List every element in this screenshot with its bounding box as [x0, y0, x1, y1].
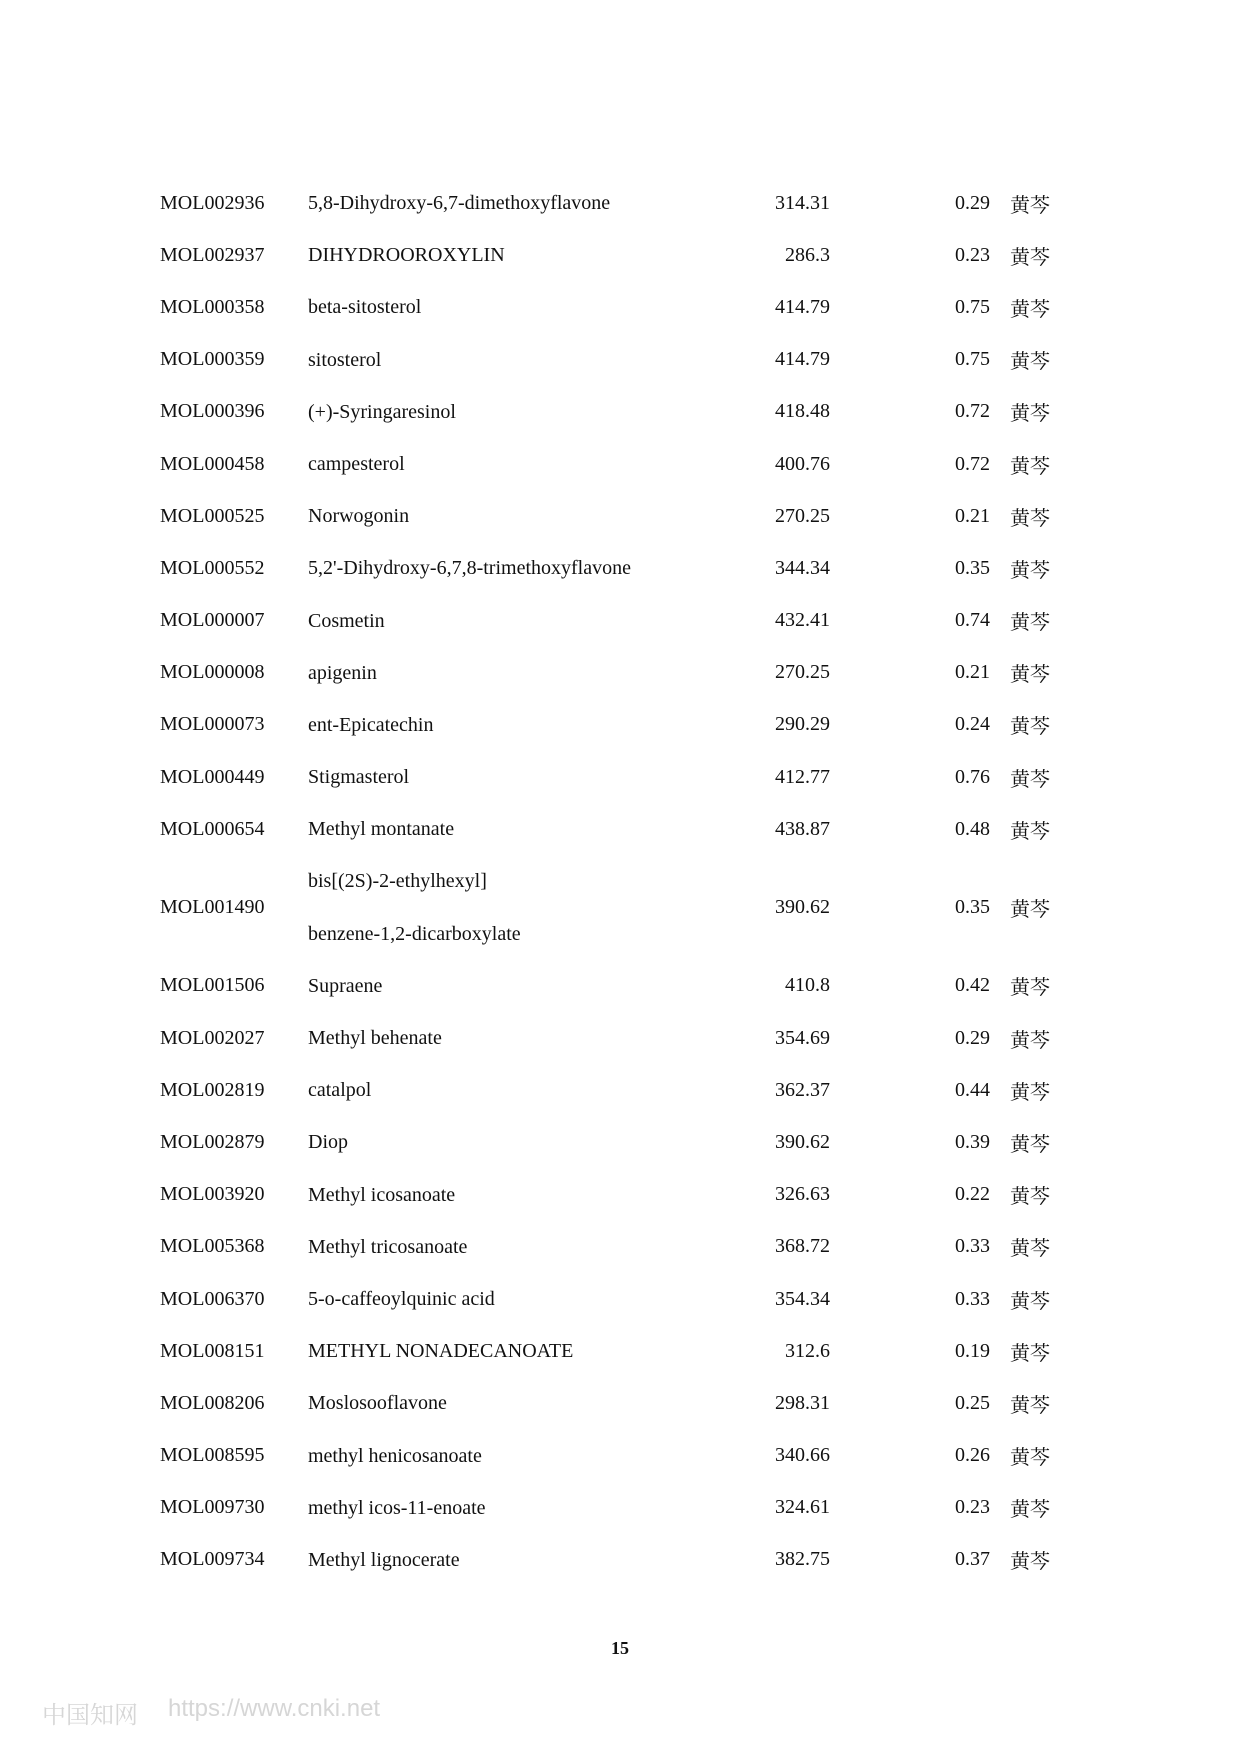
table-row	[0, 177, 1240, 229]
molecule-name-line: (+)-Syringaresinol	[308, 400, 456, 423]
molecule-name-cell	[308, 334, 728, 386]
molecule-name-cell	[308, 1377, 728, 1429]
herb-cell: 黄芩	[1010, 1184, 1050, 1209]
molecule-name-cell	[308, 490, 728, 542]
score-cell: 0.74	[955, 609, 990, 632]
table-row	[0, 1377, 1240, 1429]
molecule-name-cell	[308, 751, 728, 803]
herb-cell: 黄芩	[1010, 1131, 1050, 1156]
molecule-name-cell	[308, 281, 728, 333]
molecule-id-cell: MOL002027	[160, 1026, 265, 1049]
molecule-name-line: methyl icos-11-enoate	[308, 1496, 486, 1519]
herb-cell: 黄芩	[1010, 714, 1050, 739]
herb-cell: 黄芩	[1010, 1340, 1050, 1365]
score-cell: 0.21	[955, 661, 990, 684]
molecule-name-cell	[308, 595, 728, 647]
molecular-weight-cell: 298.31	[775, 1391, 830, 1414]
molecule-name-cell	[308, 542, 728, 594]
molecule-name-line: sitosterol	[308, 348, 382, 371]
molecular-weight-cell: 354.69	[775, 1026, 830, 1049]
molecule-name-cell	[308, 1325, 728, 1377]
herb-cell: 黄芩	[1010, 897, 1050, 922]
molecular-weight-cell: 414.79	[775, 295, 830, 318]
molecule-name-cell	[308, 699, 728, 751]
table-row	[0, 386, 1240, 438]
molecule-id-cell: MOL006370	[160, 1287, 265, 1310]
table-row	[0, 1221, 1240, 1273]
molecule-name-cell	[308, 1430, 728, 1482]
molecule-id-cell: MOL000458	[160, 452, 265, 475]
table-row	[0, 1482, 1240, 1534]
herb-cell: 黄芩	[1010, 610, 1050, 635]
score-cell: 0.44	[955, 1078, 990, 1101]
score-cell: 0.48	[955, 817, 990, 840]
molecular-weight-cell: 412.77	[775, 765, 830, 788]
score-cell: 0.35	[955, 896, 990, 919]
molecule-id-cell: MOL002879	[160, 1130, 265, 1153]
molecule-id-cell: MOL000654	[160, 817, 265, 840]
molecule-name-line: 5-o-caffeoylquinic acid	[308, 1287, 495, 1310]
score-cell: 0.75	[955, 348, 990, 371]
watermark-url: https://www.cnki.net	[168, 1695, 381, 1722]
score-cell: 0.29	[955, 1026, 990, 1049]
table-row	[0, 647, 1240, 699]
molecule-name-line: campesterol	[308, 452, 405, 475]
molecule-id-cell: MOL000008	[160, 661, 265, 684]
herb-cell: 黄芩	[1010, 1079, 1050, 1104]
molecular-weight-cell: 270.25	[775, 661, 830, 684]
herb-cell: 黄芩	[1010, 818, 1050, 843]
compound-table	[0, 177, 1240, 1586]
molecule-name-line: benzene-1,2-dicarboxylate	[308, 922, 521, 945]
molecular-weight-cell: 400.76	[775, 452, 830, 475]
score-cell: 0.72	[955, 452, 990, 475]
watermark	[42, 1695, 380, 1730]
table-row	[0, 438, 1240, 490]
molecular-weight-cell: 312.6	[785, 1339, 830, 1362]
herb-cell: 黄芩	[1010, 296, 1050, 321]
molecular-weight-cell: 438.87	[775, 817, 830, 840]
table-row	[0, 595, 1240, 647]
molecular-weight-cell: 390.62	[775, 896, 830, 919]
herb-cell: 黄芩	[1010, 1497, 1050, 1522]
molecule-id-cell: MOL000396	[160, 400, 265, 423]
molecule-name-line: Methyl lignocerate	[308, 1548, 460, 1571]
molecule-id-cell: MOL001506	[160, 974, 265, 997]
molecule-name-cell	[308, 386, 728, 438]
table-row	[0, 1169, 1240, 1221]
herb-cell: 黄芩	[1010, 1392, 1050, 1417]
molecule-id-cell: MOL008206	[160, 1391, 265, 1414]
table-row	[0, 1064, 1240, 1116]
molecule-name-line: METHYL NONADECANOATE	[308, 1340, 574, 1363]
molecule-name-line: Moslosooflavone	[308, 1392, 447, 1415]
table-row	[0, 855, 1240, 959]
score-cell: 0.29	[955, 191, 990, 214]
molecule-name-line: DIHYDROOROXYLIN	[308, 244, 505, 267]
score-cell: 0.21	[955, 504, 990, 527]
score-cell: 0.37	[955, 1548, 990, 1571]
score-cell: 0.76	[955, 765, 990, 788]
score-cell: 0.39	[955, 1130, 990, 1153]
molecular-weight-cell: 324.61	[775, 1496, 830, 1519]
molecule-id-cell: MOL008595	[160, 1444, 265, 1467]
herb-cell: 黄芩	[1010, 401, 1050, 426]
molecule-name-line: Stigmasterol	[308, 766, 410, 789]
molecular-weight-cell: 368.72	[775, 1235, 830, 1258]
molecule-name-cell	[308, 647, 728, 699]
molecular-weight-cell: 270.25	[775, 504, 830, 527]
table-row	[0, 803, 1240, 855]
table-row	[0, 960, 1240, 1012]
table-row	[0, 1012, 1240, 1064]
molecule-name-cell	[308, 960, 728, 1012]
table-row	[0, 334, 1240, 386]
herb-cell: 黄芩	[1010, 1027, 1050, 1052]
molecule-id-cell: MOL002819	[160, 1078, 265, 1101]
molecule-id-cell: MOL008151	[160, 1339, 265, 1362]
molecular-weight-cell: 418.48	[775, 400, 830, 423]
table-row	[0, 229, 1240, 281]
molecule-name-cell	[308, 855, 728, 959]
molecule-id-cell: MOL000073	[160, 713, 265, 736]
molecular-weight-cell: 432.41	[775, 609, 830, 632]
molecule-id-cell: MOL003920	[160, 1183, 265, 1206]
molecule-name-cell	[308, 1116, 728, 1168]
table-row	[0, 281, 1240, 333]
molecule-name-cell	[308, 1482, 728, 1534]
molecule-name-cell	[308, 1169, 728, 1221]
molecule-name-cell	[308, 229, 728, 281]
molecule-id-cell: MOL009734	[160, 1548, 265, 1571]
score-cell: 0.33	[955, 1235, 990, 1258]
molecule-name-line: 5,2'-Dihydroxy-6,7,8-trimethoxyflavone	[308, 557, 631, 580]
score-cell: 0.25	[955, 1391, 990, 1414]
molecule-name-line: catalpol	[308, 1079, 372, 1102]
molecule-name-cell	[308, 438, 728, 490]
molecule-name-line: Methyl montanate	[308, 818, 455, 841]
herb-cell: 黄芩	[1010, 766, 1050, 791]
molecule-name-line: beta-sitosterol	[308, 296, 422, 319]
molecule-id-cell: MOL002937	[160, 243, 265, 266]
table-row	[0, 699, 1240, 751]
score-cell: 0.23	[955, 243, 990, 266]
molecule-name-line: Norwogonin	[308, 505, 410, 528]
molecule-id-cell: MOL000525	[160, 504, 265, 527]
molecule-name-line: Supraene	[308, 974, 383, 997]
herb-cell: 黄芩	[1010, 1288, 1050, 1313]
herb-cell: 黄芩	[1010, 244, 1050, 269]
herb-cell: 黄芩	[1010, 349, 1050, 374]
molecular-weight-cell: 340.66	[775, 1444, 830, 1467]
herb-cell: 黄芩	[1010, 1445, 1050, 1470]
score-cell: 0.23	[955, 1496, 990, 1519]
molecular-weight-cell: 344.34	[775, 556, 830, 579]
score-cell: 0.26	[955, 1444, 990, 1467]
molecule-name-cell	[308, 1273, 728, 1325]
molecular-weight-cell: 390.62	[775, 1130, 830, 1153]
molecule-id-cell: MOL001490	[160, 896, 265, 919]
herb-cell: 黄芩	[1010, 453, 1050, 478]
table-row	[0, 1430, 1240, 1482]
molecule-id-cell: MOL000359	[160, 348, 265, 371]
molecular-weight-cell: 326.63	[775, 1183, 830, 1206]
herb-cell: 黄芩	[1010, 975, 1050, 1000]
herb-cell: 黄芩	[1010, 192, 1050, 217]
score-cell: 0.33	[955, 1287, 990, 1310]
herb-cell: 黄芩	[1010, 505, 1050, 530]
table-row	[0, 1534, 1240, 1586]
molecule-name-line: bis[(2S)-2-ethylhexyl]	[308, 870, 487, 893]
score-cell: 0.35	[955, 556, 990, 579]
score-cell: 0.22	[955, 1183, 990, 1206]
molecular-weight-cell: 362.37	[775, 1078, 830, 1101]
molecule-id-cell: MOL005368	[160, 1235, 265, 1258]
molecule-name-cell	[308, 803, 728, 855]
table-row	[0, 751, 1240, 803]
molecule-name-cell	[308, 1534, 728, 1586]
table-row	[0, 542, 1240, 594]
molecule-name-cell	[308, 177, 728, 229]
molecule-id-cell: MOL000358	[160, 295, 265, 318]
molecular-weight-cell: 414.79	[775, 348, 830, 371]
herb-cell: 黄芩	[1010, 1549, 1050, 1574]
table-row	[0, 1116, 1240, 1168]
table-row	[0, 490, 1240, 542]
score-cell: 0.24	[955, 713, 990, 736]
molecule-name-line: Methyl tricosanoate	[308, 1235, 468, 1258]
molecule-name-cell	[308, 1064, 728, 1116]
molecule-name-line: Diop	[308, 1131, 348, 1154]
molecule-name-cell	[308, 1221, 728, 1273]
table-row	[0, 1325, 1240, 1377]
score-cell: 0.42	[955, 974, 990, 997]
score-cell: 0.19	[955, 1339, 990, 1362]
herb-cell: 黄芩	[1010, 557, 1050, 582]
molecule-id-cell: MOL000007	[160, 609, 265, 632]
watermark-brand: 中国知网	[42, 1702, 138, 1729]
molecule-name-line: Methyl icosanoate	[308, 1183, 456, 1206]
molecule-name-line: methyl henicosanoate	[308, 1444, 482, 1467]
score-cell: 0.75	[955, 295, 990, 318]
molecule-id-cell: MOL002936	[160, 191, 265, 214]
molecule-id-cell: MOL000552	[160, 556, 265, 579]
molecule-id-cell: MOL000449	[160, 765, 265, 788]
herb-cell: 黄芩	[1010, 662, 1050, 687]
page-number: 15	[611, 1638, 629, 1658]
molecule-name-line: Cosmetin	[308, 609, 385, 632]
molecule-name-line: apigenin	[308, 661, 377, 684]
molecular-weight-cell: 382.75	[775, 1548, 830, 1571]
table-row	[0, 1273, 1240, 1325]
molecular-weight-cell: 314.31	[775, 191, 830, 214]
molecule-id-cell: MOL009730	[160, 1496, 265, 1519]
molecular-weight-cell: 286.3	[785, 243, 830, 266]
score-cell: 0.72	[955, 400, 990, 423]
molecule-name-line: 5,8-Dihydroxy-6,7-dimethoxyflavone	[308, 192, 611, 214]
molecule-name-line: Methyl behenate	[308, 1027, 442, 1050]
molecular-weight-cell: 354.34	[775, 1287, 830, 1310]
molecular-weight-cell: 410.8	[785, 974, 830, 997]
molecule-name-line: ent-Epicatechin	[308, 713, 434, 736]
molecular-weight-cell: 290.29	[775, 713, 830, 736]
molecule-name-cell	[308, 1012, 728, 1064]
herb-cell: 黄芩	[1010, 1236, 1050, 1261]
